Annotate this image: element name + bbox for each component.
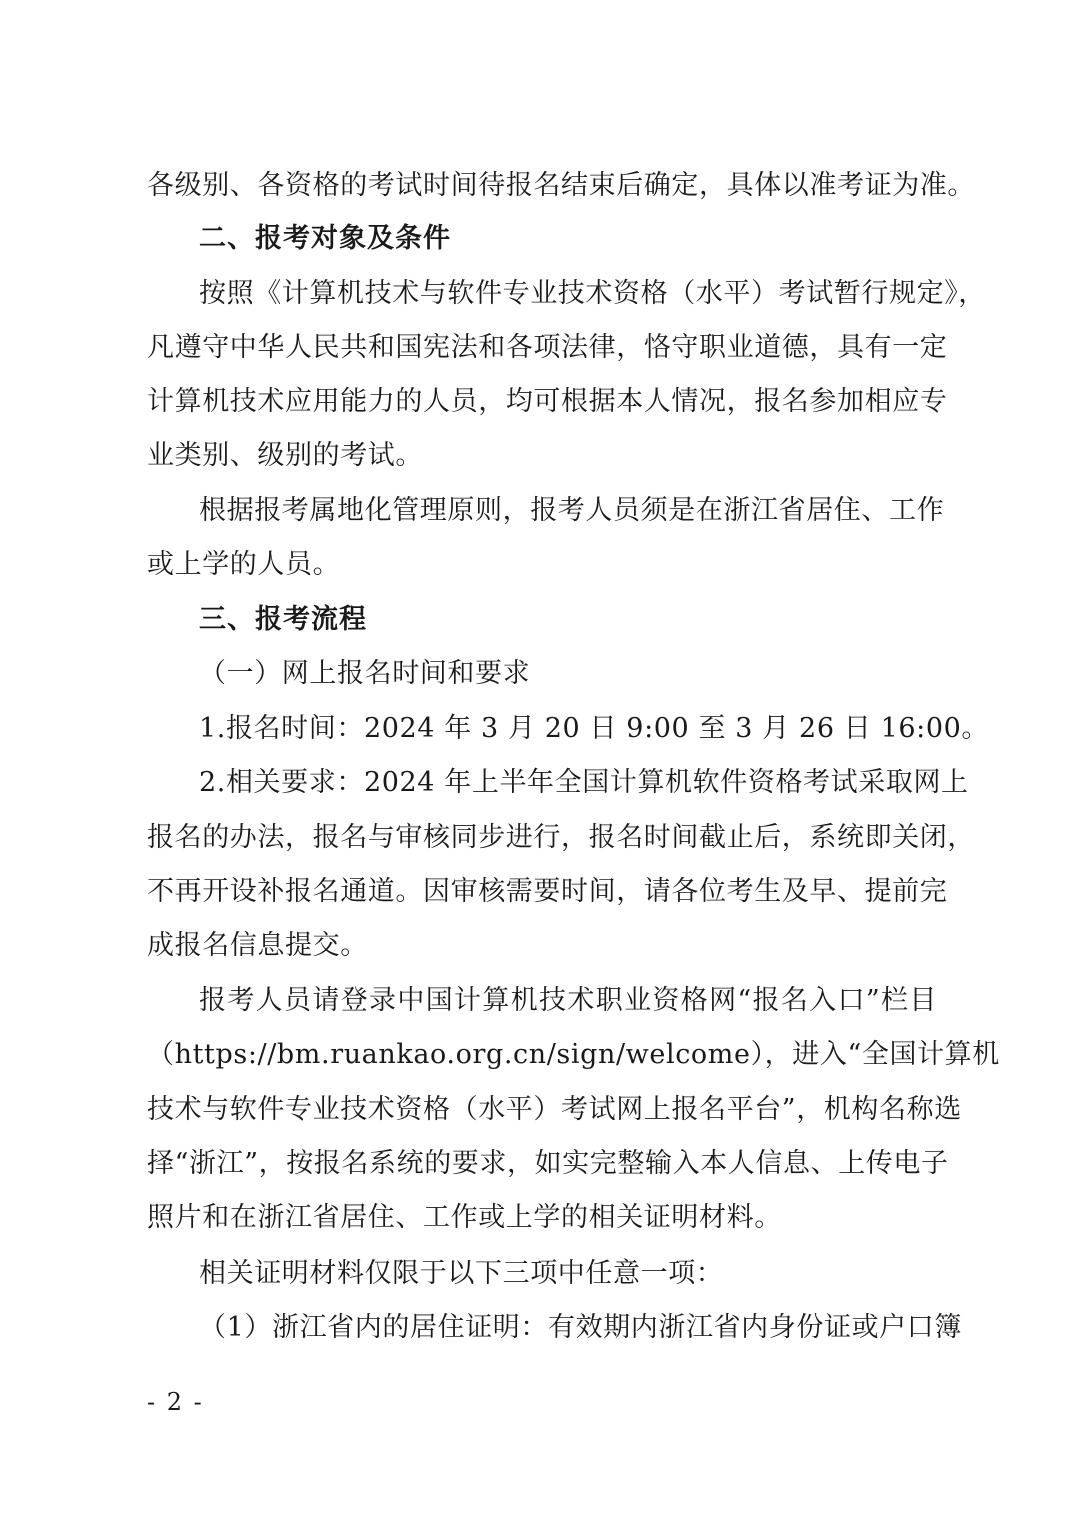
paragraph-exam-time-note: 各级别、各资格的考试时间待报名结束后确定，具体以准考证为准。 bbox=[147, 170, 975, 201]
paragraph-residency-line-1: 根据报考属地化管理原则，报考人员须是在浙江省居住、工作 bbox=[199, 495, 945, 526]
paragraph-requirements-line-1: 2.相关要求：2024 年上半年全国计算机软件资格考试采取网上 bbox=[199, 767, 969, 798]
paragraph-eligibility-line-1: 按照《计算机技术与软件专业技术资格（水平）考试暂行规定》， bbox=[199, 278, 986, 309]
section-heading-process: 三、报考流程 bbox=[199, 604, 367, 635]
paragraph-residency-line-2: 或上学的人员。 bbox=[147, 549, 341, 580]
paragraph-eligibility-line-4: 业类别、级别的考试。 bbox=[147, 440, 423, 471]
paragraph-proof-item-1: （1）浙江省内的居住证明：有效期内浙江省内身份证或户口簿 bbox=[199, 1312, 962, 1343]
paragraph-login-line-4: 择“浙江”，按报名系统的要求，如实完整输入本人信息、上传电子 bbox=[147, 1148, 949, 1179]
paragraph-proof-materials: 相关证明材料仅限于以下三项中任意一项： bbox=[199, 1258, 724, 1289]
section-heading-eligibility: 二、报考对象及条件 bbox=[199, 223, 451, 254]
paragraph-login-line-3: 技术与软件专业技术资格（水平）考试网上报名平台”，机构名称选 bbox=[147, 1094, 962, 1125]
paragraph-requirements-line-2: 报名的办法，报名与审核同步进行，报名时间截止后，系统即关闭， bbox=[147, 822, 975, 853]
paragraph-requirements-line-3: 不再开设补报名通道。因审核需要时间，请各位考生及早、提前完 bbox=[147, 876, 948, 907]
page-number: - 2 - bbox=[147, 1388, 204, 1416]
paragraph-requirements-line-4: 成报名信息提交。 bbox=[147, 930, 368, 961]
paragraph-eligibility-line-3: 计算机技术应用能力的人员，均可根据本人情况，报名参加相应专 bbox=[147, 386, 948, 417]
paragraph-registration-time: 1.报名时间：2024 年 3 月 20 日 9:00 至 3 月 26 日 16:00。 bbox=[199, 713, 989, 744]
paragraph-login-line-2-url: （https://bm.ruankao.org.cn/sign/welcome），进入“全国计算机 bbox=[147, 1039, 1000, 1070]
subsection-heading-online-registration: （一）网上报名时间和要求 bbox=[199, 658, 531, 689]
paragraph-login-line-5: 照片和在浙江省居住、工作或上学的相关证明材料。 bbox=[147, 1202, 782, 1233]
paragraph-login-line-1: 报考人员请登录中国计算机技术职业资格网“报名入口”栏目 bbox=[199, 985, 937, 1016]
paragraph-eligibility-line-2: 凡遵守中华人民共和国宪法和各项法律，恪守职业道德，具有一定 bbox=[147, 332, 948, 363]
